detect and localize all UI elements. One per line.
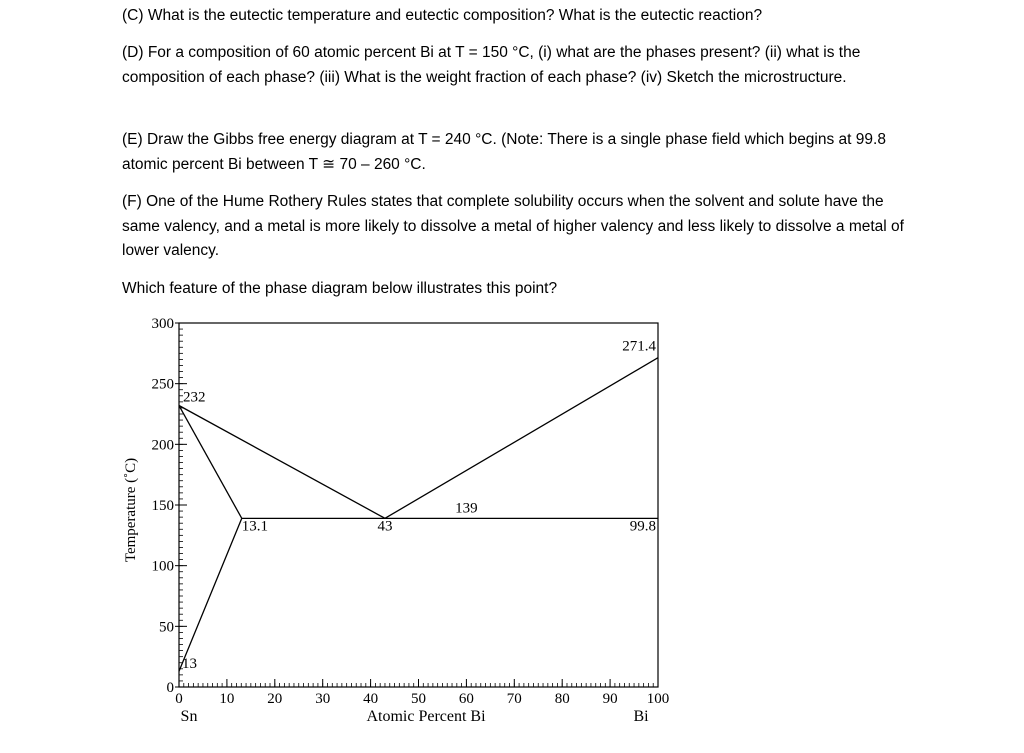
y-tick-label: 250 [151, 376, 174, 393]
tick-labels [152, 316, 670, 707]
y-tick-label: 300 [151, 316, 174, 332]
x-tick-label: 30 [315, 691, 331, 707]
minor-ticks [179, 323, 658, 687]
label-bi-melting: 271.4 [622, 338, 656, 355]
y-tick-label: 0 [166, 680, 174, 696]
y-tick-label: 100 [151, 558, 174, 575]
y-tick-label: 150 [151, 498, 174, 514]
x-tick-label: 50 [411, 691, 426, 707]
label-bi-solubility-limit: 99.8 [629, 518, 656, 535]
plot-frame [179, 323, 658, 687]
series-solvus-sn-side [179, 518, 242, 671]
question-f: (F) One of the Hume Rothery Rules states that complete solubility occurs when the solvent and solute have the same valency, and a metal is more likely to dissolve a metal of higher valency and less likely to dissolve a metal of lower valency. [122, 193, 904, 259]
question-prompt: Which feature of the phase diagram below illustrates this point? [122, 280, 558, 297]
major-ticks [175, 323, 658, 687]
point-labels [182, 339, 657, 673]
phase-diagram-svg [116, 308, 696, 728]
y-tick-label: 200 [151, 437, 174, 454]
phase-diagram [116, 308, 696, 733]
label-low-temp-solubility: 13 [182, 656, 197, 673]
label-sn-solubility-limit: 13.1 [241, 518, 268, 535]
x-axis-label: Atomic Percent Bi [366, 708, 486, 725]
x-tick-label: 100 [646, 691, 670, 707]
x-left-end-label: Sn [180, 708, 198, 725]
label-sn-melting: 232 [183, 389, 206, 406]
x-tick-label: 40 [363, 691, 379, 707]
question-c: (C) What is the eutectic temperature and eutectic composition? What is the eutectic reaction? [122, 7, 763, 24]
y-tick-label: 50 [159, 619, 174, 636]
label-eutectic-temp: 139 [455, 500, 478, 517]
x-tick-label: 0 [175, 691, 183, 707]
x-right-end-label: Bi [633, 708, 649, 725]
series-lines [179, 358, 658, 672]
x-tick-label: 10 [219, 691, 235, 707]
question-e: (E) Draw the Gibbs free energy diagram at T = 240 °C. (Note: There is a single phase field which begins at 99.8 atomic percent Bi between T ≅ 70 – 260 °C. [122, 131, 886, 173]
x-tick-label: 90 [602, 691, 618, 707]
label-eutectic-composition: 43 [377, 518, 393, 535]
y-axis-label: Temperature (˚C) [123, 457, 139, 563]
x-tick-label: 70 [506, 691, 522, 707]
x-tick-label: 60 [458, 691, 474, 707]
x-tick-label: 20 [267, 691, 283, 707]
series-liquidus-bi-side [385, 358, 658, 519]
x-tick-label: 80 [554, 691, 570, 707]
question-d: (D) For a composition of 60 atomic percent Bi at T = 150 °C, (i) what are the phases present? (ii) what is the composition of each phase? (iii) What is the weight fraction of each phase? (iv) Sketch the microstructure. [122, 44, 861, 86]
